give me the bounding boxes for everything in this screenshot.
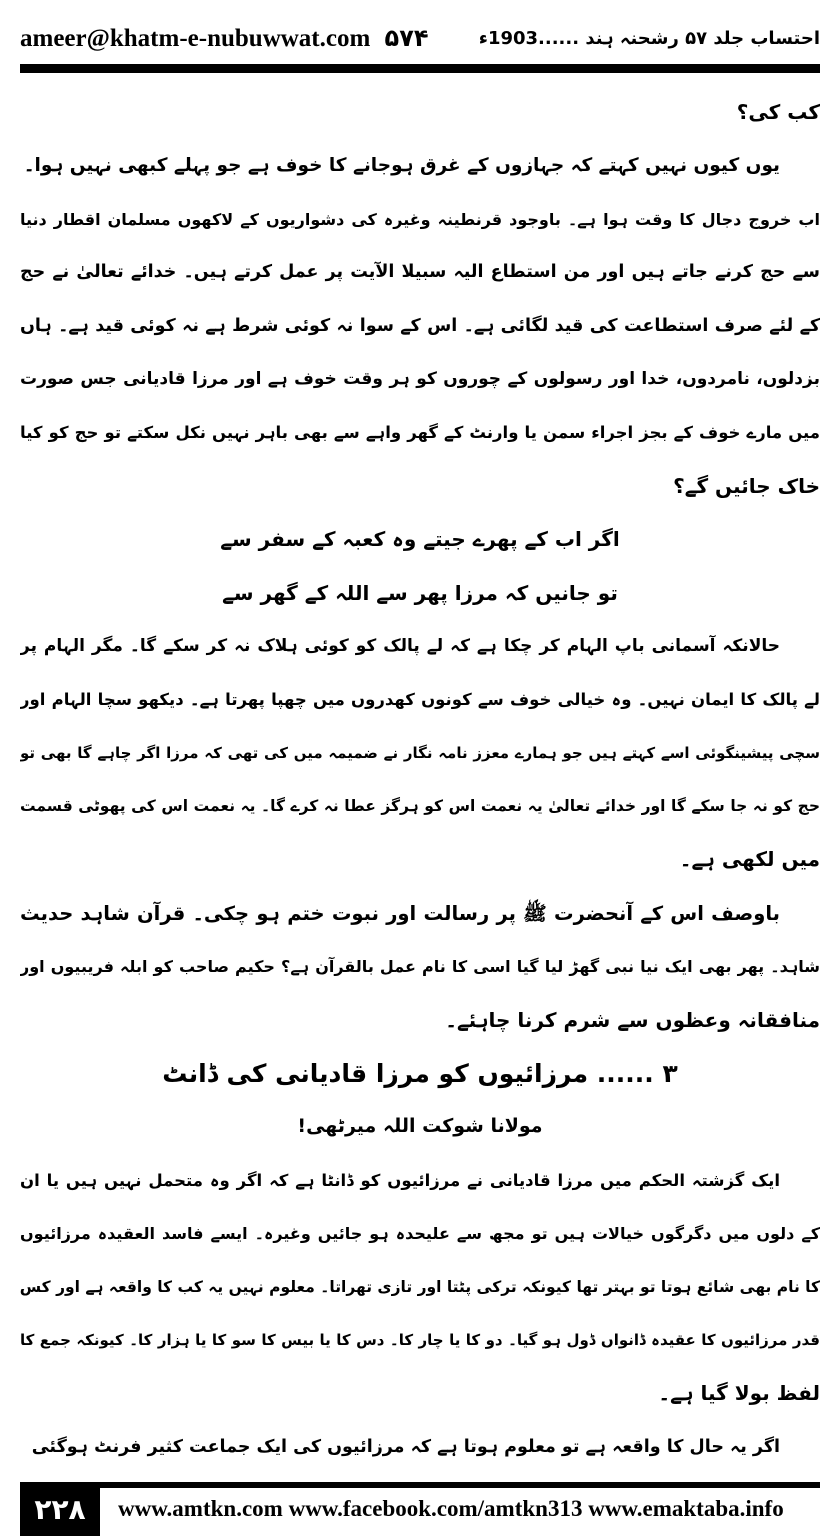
- footer-page-number: ۲۲۸: [20, 1482, 100, 1536]
- header-left: [20, 24, 429, 53]
- text-line: منافقانہ وعظوں سے شرم کرنا چاہئے۔: [445, 1007, 820, 1032]
- verse-line: تو جانیں کہ مرزا پھر سے اللہ کے گھر سے: [222, 580, 618, 605]
- text-line: لے پالک کا ایمان نہیں۔ وہ خیالی خوف سے کونوں کھدروں میں چھپا پھرتا ہے۔ دیکھو سچا الہام اور: [20, 690, 820, 710]
- text-line: قدر مرزائیوں کا عقیدہ ڈانواں ڈول ہو گیا۔ دو کا یا چار کا۔ دس کا یا بیس کا سو کا یا ہزار کا۔ کیونکہ جمع کا: [20, 1330, 820, 1349]
- text-line: حالانکہ آسمانی باپ الہام کر چکا ہے کہ لے پالک کو کوئی ہلاک نہ کر سکے گا۔ مگر الہام پر: [20, 635, 780, 656]
- verse-line: اگر اب کے پھرے جیتے وہ کعبہ کے سفر سے: [220, 527, 620, 552]
- text-line: خاک جائیں گے؟: [673, 473, 820, 498]
- text-line: یوں کیوں نہیں کہتے کہ جہازوں کے غرق ہوجانے کا خوف ہے جو پہلے کبھی نہیں ہوا۔: [23, 155, 780, 177]
- text-line: کب کی؟: [736, 100, 820, 124]
- header-rule: [20, 64, 820, 73]
- page-body: [20, 86, 820, 1474]
- author-line: مولانا شوکت اللہ میرٹھی!: [297, 1115, 543, 1138]
- section-heading: ۳ ...... مرزائیوں کو مرزا قادیانی کی ڈانٹ: [162, 1059, 678, 1089]
- text-line: باوصف اس کے آنحضرت ﷺ پر رسالت اور نبوت ختم ہو چکی۔ قرآن شاہد حدیث: [20, 901, 780, 925]
- text-line: سے حج کرنے جاتے ہیں اور من استطاع الیہ سبیلا الآیت پر عمل کرتے ہیں۔ خدائے تعالیٰ نے حج: [20, 262, 820, 283]
- text-line: اگر یہ حال کا واقعہ ہے تو معلوم ہوتا ہے کہ مرزائیوں کی ایک جماعت کثیر فرنٹ ہوگئی: [31, 1436, 780, 1457]
- text-line: حج کو نہ جا سکے گا اور خدائے تعالیٰ یہ نعمت اس کو ہرگز عطا نہ کرے گا۔ یہ نعمت اس کی پھوٹی قسمت: [20, 797, 820, 816]
- text-line: ایک گزشتہ الحکم میں مرزا قادیانی نے مرزائیوں کو ڈانٹا ہے کہ اگر وہ متحمل نہیں ہیں یا ان: [20, 1170, 780, 1190]
- footer-rule: [20, 1482, 820, 1488]
- text-line: میں لکھی ہے۔: [679, 847, 820, 872]
- text-line: لفظ بولا گیا ہے۔: [658, 1381, 820, 1406]
- page-header: [20, 18, 820, 58]
- header-title: احتساب جلد ۵۷ رشحنہ ہند ......1903ء: [478, 27, 820, 49]
- text-line: کے دلوں میں دگرگوں خیالات ہیں تو مجھ سے علیحدہ ہو جائیں وغیرہ۔ ایسے فاسد العقیدہ مرزائیوں: [20, 1224, 820, 1244]
- text-line: اب خروج دجال کا وقت ہوا ہے۔ باوجود قرنطینہ وغیرہ کی دشواریوں کے لاکھوں مسلمان اقطار دنیا: [20, 209, 820, 229]
- text-line: میں مارے خوف کے بجز اجراء سمن یا وارنٹ کے گھر واہے سے بھی باہر نہیں نکل سکتے تو حج کو کیا: [20, 423, 820, 443]
- text-line: سچی پیشینگوئی اسے کہتے ہیں جو ہمارے معزز نامہ نگار نے ضمیمہ میں کی تھی کہ مرزا اگر چاہے گا بھی تو: [20, 743, 820, 762]
- text-line: کا نام بھی شائع ہوتا تو بہتر تھا کیونکہ ترکی پٹتا اور تازی تھراتا۔ معلوم نہیں یہ کب کا واقعہ ہے اور کس: [20, 1277, 820, 1296]
- header-page-number: ۵۷۴: [384, 23, 429, 52]
- footer-links: www.amtkn.com www.facebook.com/amtkn313 www.emaktaba.info: [118, 1496, 784, 1521]
- text-line: شاہد۔ پھر بھی ایک نیا نبی گھڑ لیا گیا اسی کا نام عمل بالقرآن ہے؟ حکیم صاحب کو ابلہ فریبیوں اور: [20, 957, 820, 977]
- header-email: ameer@khatm-e-nubuwwat.com: [20, 24, 371, 52]
- text-line: کے لئے صرف استطاعت کی قید لگائی ہے۔ اس کے سوا نہ کوئی شرط ہے نہ کوئی قید ہے۔ ہاں: [20, 315, 820, 336]
- text-line: بزدلوں، نامردوں، خدا اور رسولوں کے چوروں کو ہر وقت خوف ہے اور مرزا قادیانی جس صورت: [20, 368, 820, 389]
